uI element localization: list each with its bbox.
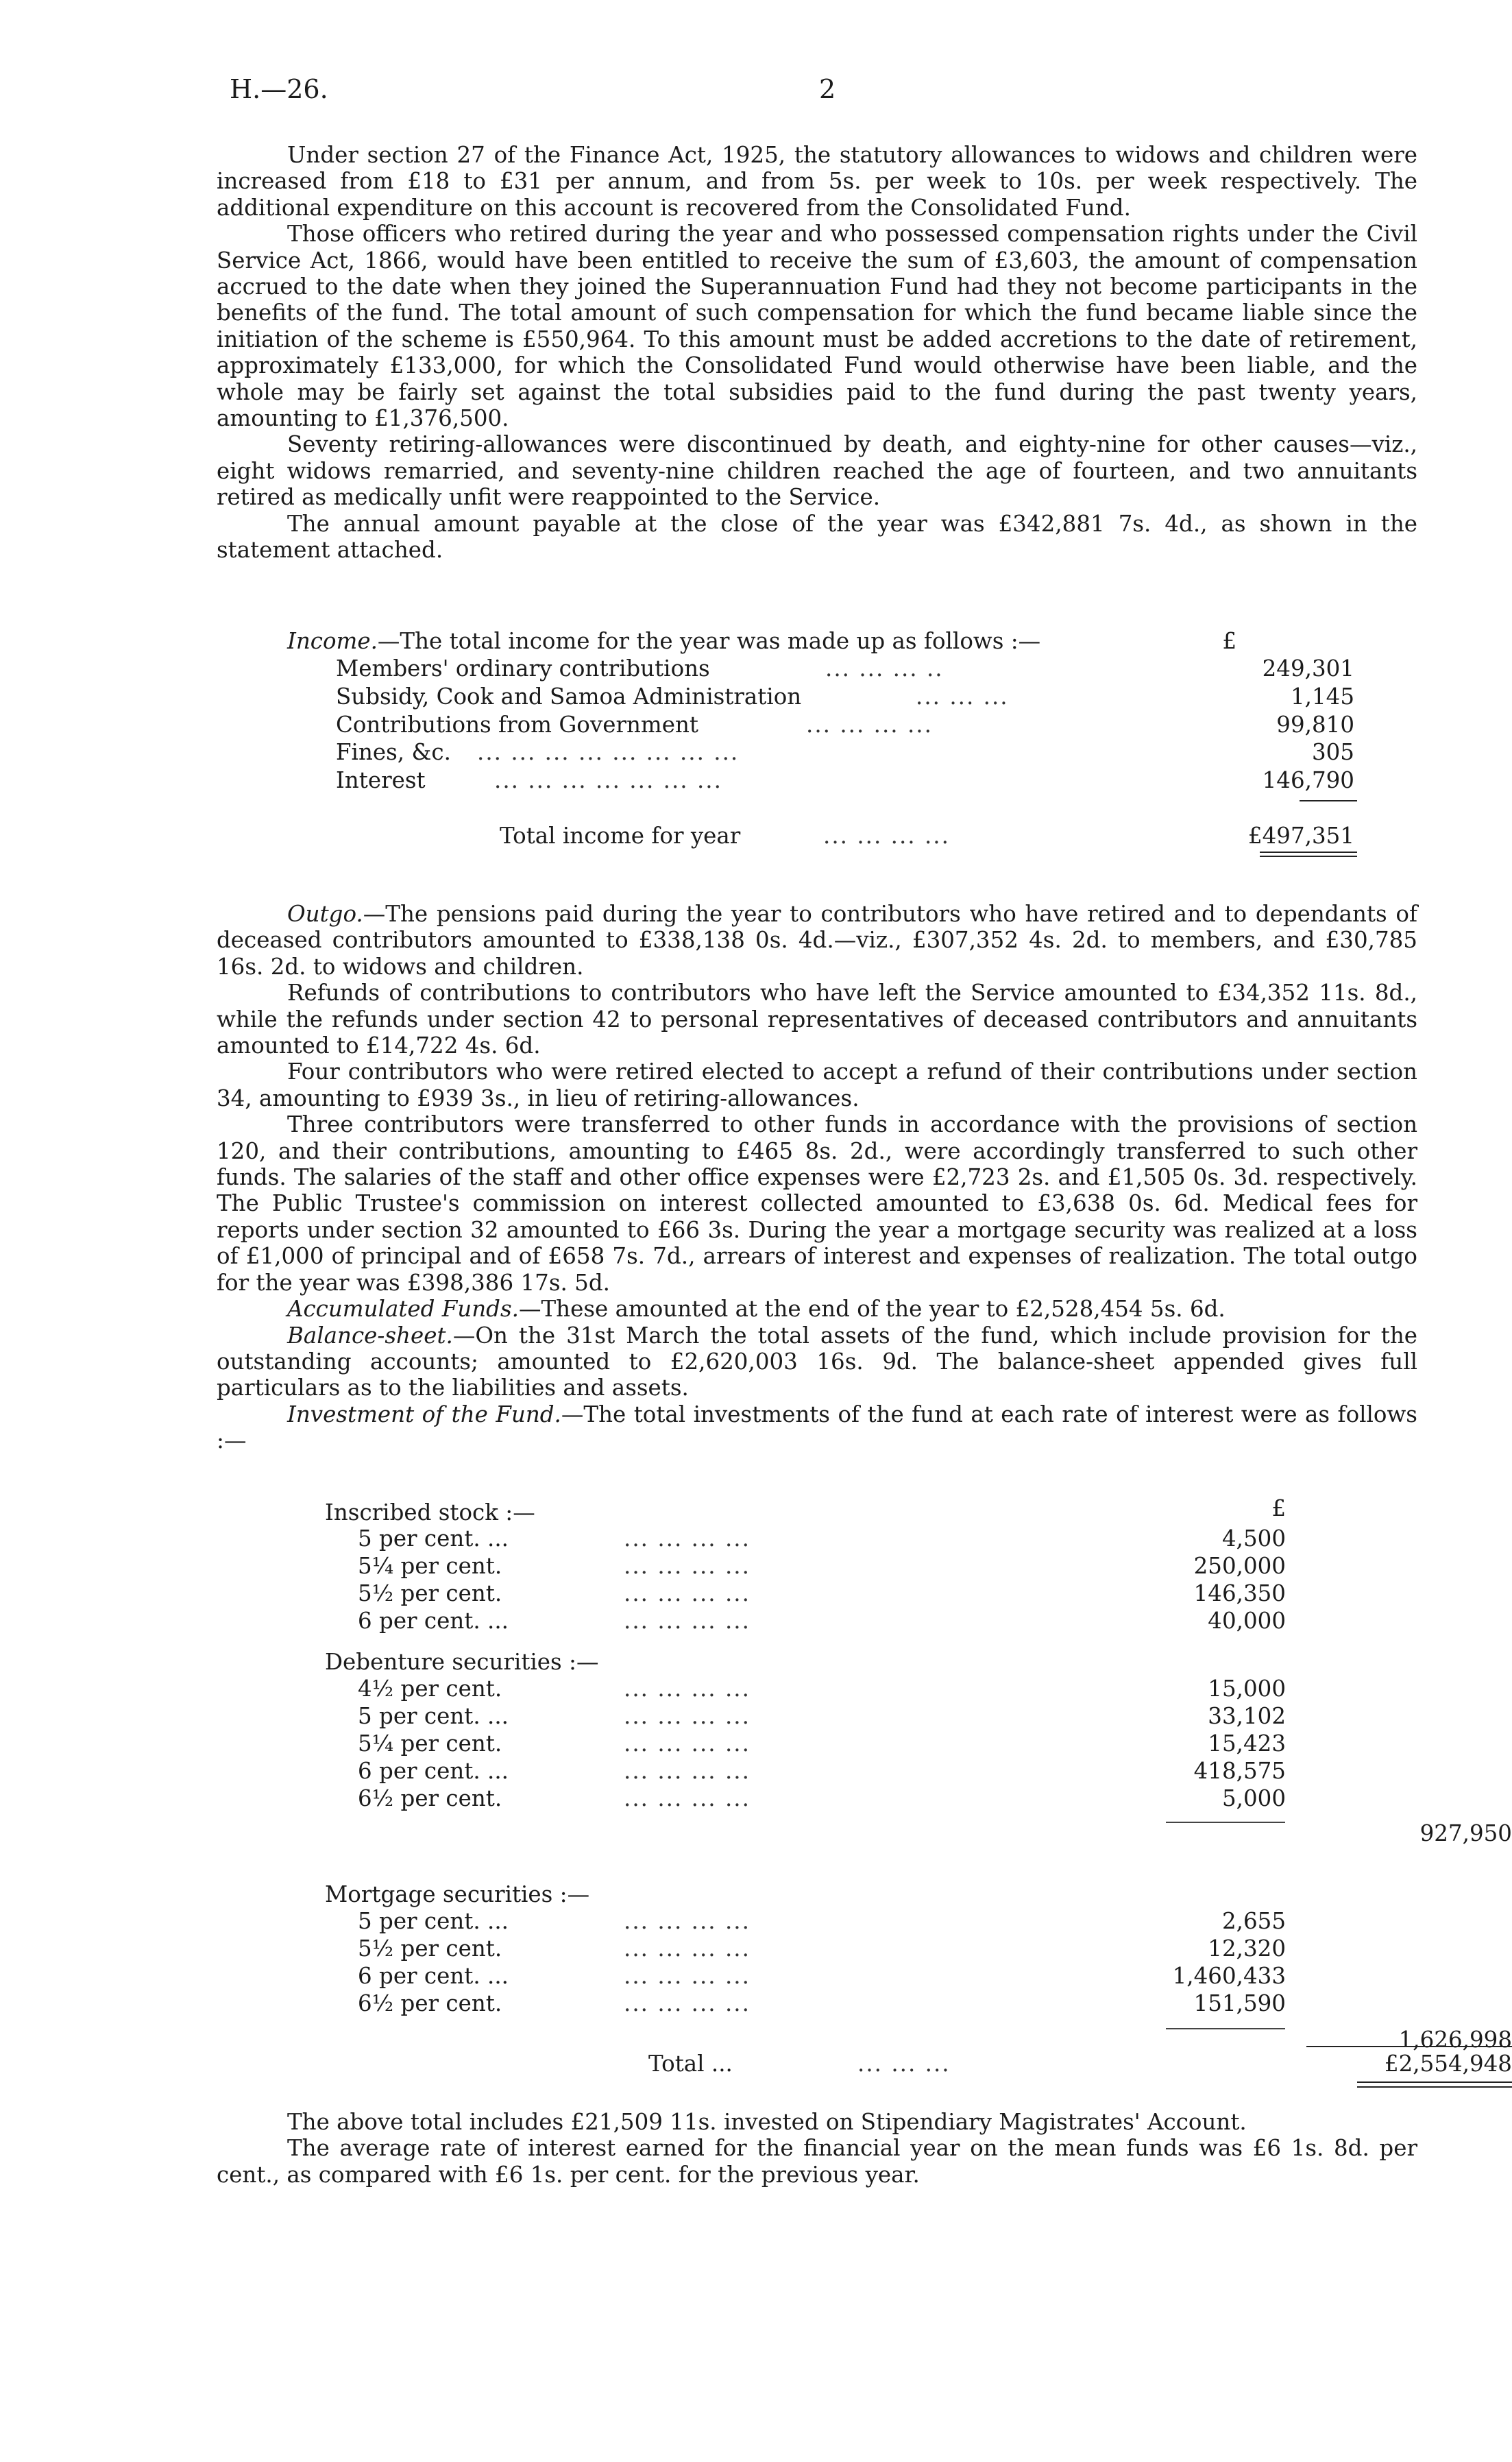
rate-label: 5½ per cent. [358,1935,502,1962]
rate-label: 4½ per cent. [358,1676,502,1702]
income-value: 305 [1311,739,1354,765]
rate-label: 6 per cent. ... [358,1963,509,1989]
investment-value: 15,000 [1208,1676,1286,1702]
paragraph [217,1296,1417,1322]
income-value: 146,790 [1262,767,1354,793]
dot-leader: ... ... ... ... [624,1785,751,1811]
investment-row [217,1552,1417,1580]
investment-value: 4,500 [1221,1525,1286,1552]
income-total-value: £497,351 [1247,823,1354,849]
investments-total-label: Total ... [648,2051,733,2077]
intro-section [217,142,1417,564]
investment-row [217,1580,1417,1607]
investment-row [217,1702,1417,1730]
paragraph [217,1401,1417,1454]
paragraph-text: —These amounted at the end of the year to £2,528,454 5s. 6d. [518,1296,1226,1323]
group-subtotal: 927,950 [1419,1820,1512,1846]
dot-leader: ... ... ... [857,2051,951,2077]
paragraph: The average rate of interest earned for the financial year on the mean funds was £6 1s. 8d. per cent., as compared with £6 1s. per cent. for the previous year. [217,2135,1417,2188]
dot-leader: ... ... ... [916,684,1009,710]
income-row [217,711,1417,738]
rate-label: 6 per cent. ... [358,1758,509,1784]
investments-total-value: £2,554,948 [1384,2051,1512,2077]
paragraph: Seventy retiring-allowances were discontinued by death, and eighty-nine for other causes—viz., eight widows remarried, and seventy-nine children reached the age of fourteen, and two annuitants retired as medically unfit were reappointed to the Service. [217,431,1417,511]
rate-label: 5 per cent. ... [358,1525,509,1552]
investment-value: 40,000 [1208,1608,1286,1634]
investment-value: 12,320 [1208,1935,1286,1962]
paragraph-heading: Accumulated Funds. [287,1296,519,1323]
total-double-rule [1357,2086,1512,2088]
income-heading: Income. [287,628,378,654]
closing-section [217,2109,1417,2188]
dot-leader: ... ... ... ... [624,1525,751,1552]
dot-leader: ... ... ... ... [624,1758,751,1784]
paragraph: The above total includes £21,509 11s. invested on Stipendiary Magistrates' Account. [287,2109,1247,2135]
income-value: 99,810 [1276,712,1354,738]
paragraph-text: —On the 31st March the total assets of the fund, which include provision for the outstanding accounts; amounted to £2,620,003 16s. 9d. The balance-sheet appended gives full particulars as to the liabilities and assets. [217,1322,1417,1401]
group-subtotal: 1,626,998 [1398,2027,1512,2053]
investment-row [217,1607,1417,1634]
investment-value: 250,000 [1193,1553,1286,1579]
income-label: Contributions from Government [336,712,698,738]
paragraph-text: —The total investments of the fund at each rate of interest were as follows :— [217,1401,1417,1454]
dot-leader: ... ... ... .. [825,655,944,681]
income-row [217,683,1417,710]
paragraph-heading: Investment of the Fund. [287,1401,561,1427]
income-heading-row [287,627,1040,655]
paragraph: Those officers who retired during the year and who possessed compensation rights under the Civil Service Act, 1866, would have been entitled to receive the sum of £3,603, the amount of compensation accrued to the date when they joined the Superannuation Fund had they not become participants in the benefits of the fund. The total amount of such compensation for which the fund became liable since the initiation of the scheme is £550,964. To this amount must be added accretions to the date of retirement, approximately £133,000, for which the Consolidated Fund would otherwise have been liable, and the whole may be fairly set against the total subsidies paid to the fund during the past twenty years, amounting to £1,376,500. [217,221,1417,432]
rate-label: 5 per cent. ... [358,1908,509,1934]
investments-currency: £ [1271,1495,1286,1521]
income-table [217,627,1417,860]
income-total-label: Total income for year [500,823,741,849]
dot-leader: ... ... ... ... [624,1608,751,1634]
document-reference: H.—26. [230,74,328,104]
income-intro: —The total income for the year was made up as follows :— [377,628,1041,654]
dot-leader: ... ... ... ... [624,1703,751,1729]
dot-leader: ... ... ... ... [624,1935,751,1962]
dot-leader: ... ... ... ... [624,1730,751,1757]
investments-total-row [217,2050,1512,2091]
investment-row [217,1990,1417,2017]
dot-leader: ... ... ... ... ... ... ... ... [477,739,740,765]
dot-leader: ... ... ... ... [806,712,933,738]
investment-value: 2,655 [1221,1908,1286,1934]
dot-leader: ... ... ... ... ... ... ... [494,767,722,793]
income-value: 1,145 [1290,684,1354,710]
investment-value: 418,575 [1193,1758,1286,1784]
income-label: Subsidy, Cook and Samoa Administration [336,684,802,710]
paragraph-text: Refunds of contributions to contributors who have left the Service amounted to £34,352 11s. 8d., while the refunds under section 42 to personal representatives of deceased contributors and annuitants amounted to £14,722 4s. 6d. [217,980,1417,1059]
dot-leader: ... ... ... ... [823,823,950,849]
paragraph [217,901,1417,980]
income-label: Interest [336,767,426,793]
rate-label: 5¼ per cent. [358,1553,502,1579]
income-row [217,767,1417,794]
group-heading: Debenture securities :— [325,1649,599,1675]
page-number: 2 [819,74,836,104]
dot-leader: ... ... ... ... [624,1676,751,1702]
paragraph [217,1111,1417,1296]
income-currency: £ [1222,628,1236,654]
dot-leader: ... ... ... ... [624,1580,751,1606]
group-heading: Mortgage securities :— [325,1881,590,1907]
dot-leader: ... ... ... ... [624,1553,751,1579]
paragraph: Under section 27 of the Finance Act, 1925, the statutory allowances to widows and children were increased from £18 to £31 per annum, and from 5s. per week to 10s. per week respectively. The additional expenditure on this account is recovered from the Consolidated Fund. [217,142,1417,221]
subtotal-rule [1306,2046,1512,2047]
subtotal-rule [1300,800,1357,801]
rate-label: 5¼ per cent. [358,1730,502,1757]
rate-label: 6½ per cent. [358,1990,502,2016]
income-row [217,738,1417,766]
income-row [217,655,1417,682]
investment-row [217,1525,1417,1552]
rate-label: 5½ per cent. [358,1580,502,1606]
paragraph: The annual amount payable at the close of the year was £342,881 7s. 4d., as shown in the statement attached. [217,510,1417,564]
investment-row [217,1785,1417,1812]
paragraph [217,1059,1417,1111]
income-total-row [217,822,1417,849]
paragraph [217,980,1417,1059]
investment-value: 33,102 [1208,1703,1286,1729]
dot-leader: ... ... ... ... [624,1963,751,1989]
paragraph-heading: Outgo. [287,901,363,927]
total-double-rule [1260,852,1357,853]
paragraph-text: —The pensions paid during the year to contributors who have retired and to dependants of deceased contributors amounted to £338,138 0s. 4d.—viz., £307,352 4s. 2d. to members, and £30,785 16s. 2d. to widows and children. [217,901,1417,980]
investment-row [217,1962,1417,1990]
paragraph-heading: Balance-sheet. [287,1322,453,1349]
rate-label: 6 per cent. ... [358,1608,509,1634]
investment-row [217,1675,1417,1702]
total-double-rule [1260,856,1357,857]
investment-value: 15,423 [1208,1730,1286,1757]
income-label: Members' ordinary contributions [336,655,710,681]
investment-row [217,1907,1417,1935]
paragraph-text: Three contributors were transferred to other funds in accordance with the provisions of section 120, and their contributions, amounting to £465 8s. 2d., were accordingly transferred to such other funds. The salaries of the staff and other office expenses were £2,723 2s. and £1,505 0s. 3d. respectively. The Public Trustee's commission on interest collected amounted to £3,638 0s. 6d. Medical fees for reports under section 32 amounted to £66 3s. During the year a mortgage security was realized at a loss of £1,000 of principal and of £658 7s. 7d., arrears of interest and expenses of realization. The total outgo for the year was £398,386 17s. 5d. [217,1111,1417,1296]
income-label: Fines, &c. [336,739,451,765]
dot-leader: ... ... ... ... [624,1990,751,2016]
investment-row [217,1935,1417,1962]
rate-label: 6½ per cent. [358,1785,502,1811]
investment-value: 151,590 [1193,1990,1286,2016]
group-heading: Inscribed stock :— [325,1499,535,1525]
paragraph [217,1323,1417,1401]
rate-label: 5 per cent. ... [358,1703,509,1729]
paragraph-text: Four contributors who were retired elected to accept a refund of their contributions under section 34, amounting to £939 3s., in lieu of retiring-allowances. [217,1059,1417,1111]
investment-row [217,1757,1417,1785]
income-value: 249,301 [1262,655,1354,681]
investment-value: 1,460,433 [1172,1963,1286,1989]
dot-leader: ... ... ... ... [624,1908,751,1934]
total-double-rule [1357,2081,1512,2083]
investment-value: 5,000 [1221,1785,1286,1811]
investment-value: 146,350 [1193,1580,1286,1606]
investment-row [217,1730,1417,1757]
outgo-section [217,901,1417,1454]
